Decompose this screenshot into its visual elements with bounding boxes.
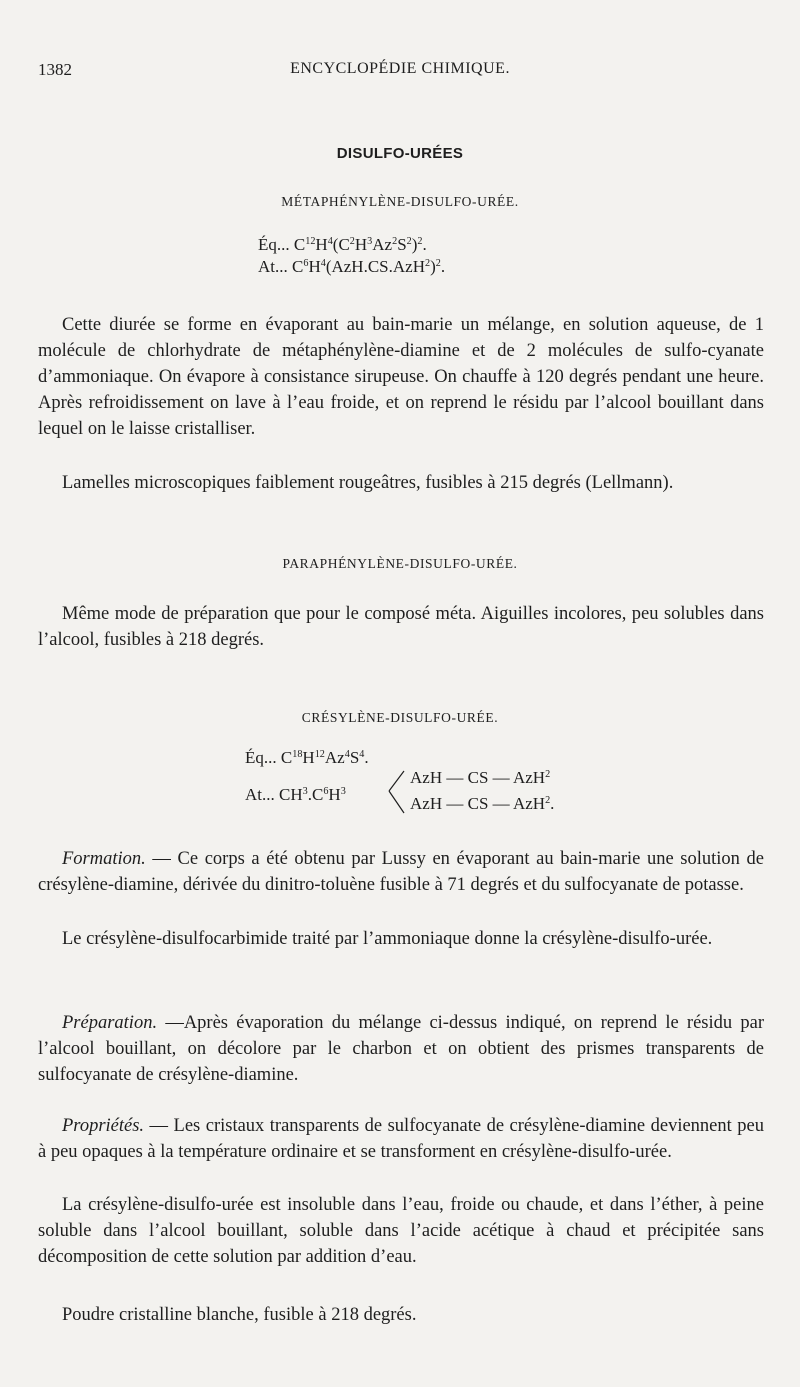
- at-label: At...: [258, 257, 288, 276]
- branch-top: AzH — CS — AzH$^2$: [410, 768, 551, 787]
- paragraph-formation: Formation. — Ce corps a été obtenu par Lussy en évaporant au bain-marie une solution de crésylène-diamine, dérivée du dinitro-toluène fusible à 71 degrés et du sulfocyanate de potasse.: [38, 849, 764, 895]
- compound-title-para: PARAPHÉNYLÈNE-DISULFO-URÉE.: [282, 556, 518, 571]
- paragraph-meta-preparation: Cette diurée se forme en évaporant au bain-marie un mélange, en solution aqueuse, de 1 molécule de chlorhydrate de métaphénylène-diamine et de 2 molécules de sulfo-cyanate d’ammoniaque. On évapore à consistance sirupeuse. On chauffe à 120 degrés pendant une heure. Après refroidissement on lave à l’eau froide, et on reprend le résidu par l’alcool bouillant dans lequel on le laisse cristalliser.: [38, 315, 764, 439]
- section-label: Préparation.: [62, 1013, 158, 1033]
- section-label: Formation.: [62, 849, 146, 869]
- compound-title-cresylene: CRÉSYLÈNE-DISULFO-URÉE.: [301, 710, 499, 725]
- paragraph-para: Même mode de préparation que pour le composé méta. Aiguilles incolores, peu solubles dans l’alcool, fusibles à 218 degrés.: [38, 604, 764, 650]
- paragraph-properties: Propriétés. — Les cristaux transparents de sulfocyanate de crésylène-diamine deviennent peu à peu opaques à la température ordinaire et se transforment en crésylène-disulfo-urée.: [38, 1116, 764, 1162]
- branch-bracket: [386, 768, 406, 818]
- at-label: At...: [245, 785, 275, 804]
- page-number: 1382: [38, 60, 72, 79]
- branch-bottom: AzH — CS — AzH$^2$.: [410, 794, 555, 813]
- eq-label: Éq...: [245, 748, 277, 767]
- formula-at-cresylene: [245, 785, 346, 805]
- formula-eq-cresylene: [245, 748, 369, 768]
- paragraph-meta-properties: Lamelles microscopiques faiblement rougeâtres, fusibles à 215 degrés (Lellmann).: [62, 473, 674, 493]
- formula-at-meta: [258, 257, 445, 277]
- journal-title: ENCYCLOPÉDIE CHIMIQUE.: [290, 60, 510, 77]
- eq-label: Éq...: [258, 235, 290, 254]
- eq-formula: $C^{18}H^{12}Az^4S^4$.: [280, 748, 369, 767]
- paragraph-powder: Poudre cristalline blanche, fusible à 218 degrés.: [62, 1305, 417, 1325]
- compound-title-meta: MÉTAPHÉNYLÈNE-DISULFO-URÉE.: [281, 194, 519, 209]
- section-title: DISULFO-URÉES: [336, 145, 464, 162]
- paragraph-carbimide: Le crésylène-disulfocarbimide traité par l’ammoniaque donne la crésylène-disulfo-urée.: [62, 929, 713, 949]
- at-formula: $CH^3.C^6H^3$: [279, 785, 346, 804]
- paragraph-preparation: Préparation. —Après évaporation du mélange ci-dessus indiqué, on reprend le résidu par l’alcool bouillant, on décolore par le charbon et on obtient des prismes transparents de sulfocyanate de crésylène-diamine.: [38, 1013, 764, 1085]
- formula-eq-meta: [258, 235, 427, 255]
- paragraph-solubility: La crésylène-disulfo-urée est insoluble dans l’eau, froide ou chaude, et dans l’éther, à peine soluble dans l’alcool bouillant, soluble dans l’acide acétique à chaud et précipitée sans décomposition de cette solution par addition d’eau.: [38, 1195, 764, 1267]
- running-head: [38, 60, 762, 84]
- at-formula: $C^6H^4(AzH.CS.AzH^2)^2$.: [292, 257, 446, 276]
- eq-formula: $C^{12}H^4(C^2H^3Az^2S^2)^2$.: [293, 235, 427, 254]
- section-label: Propriétés.: [62, 1116, 145, 1136]
